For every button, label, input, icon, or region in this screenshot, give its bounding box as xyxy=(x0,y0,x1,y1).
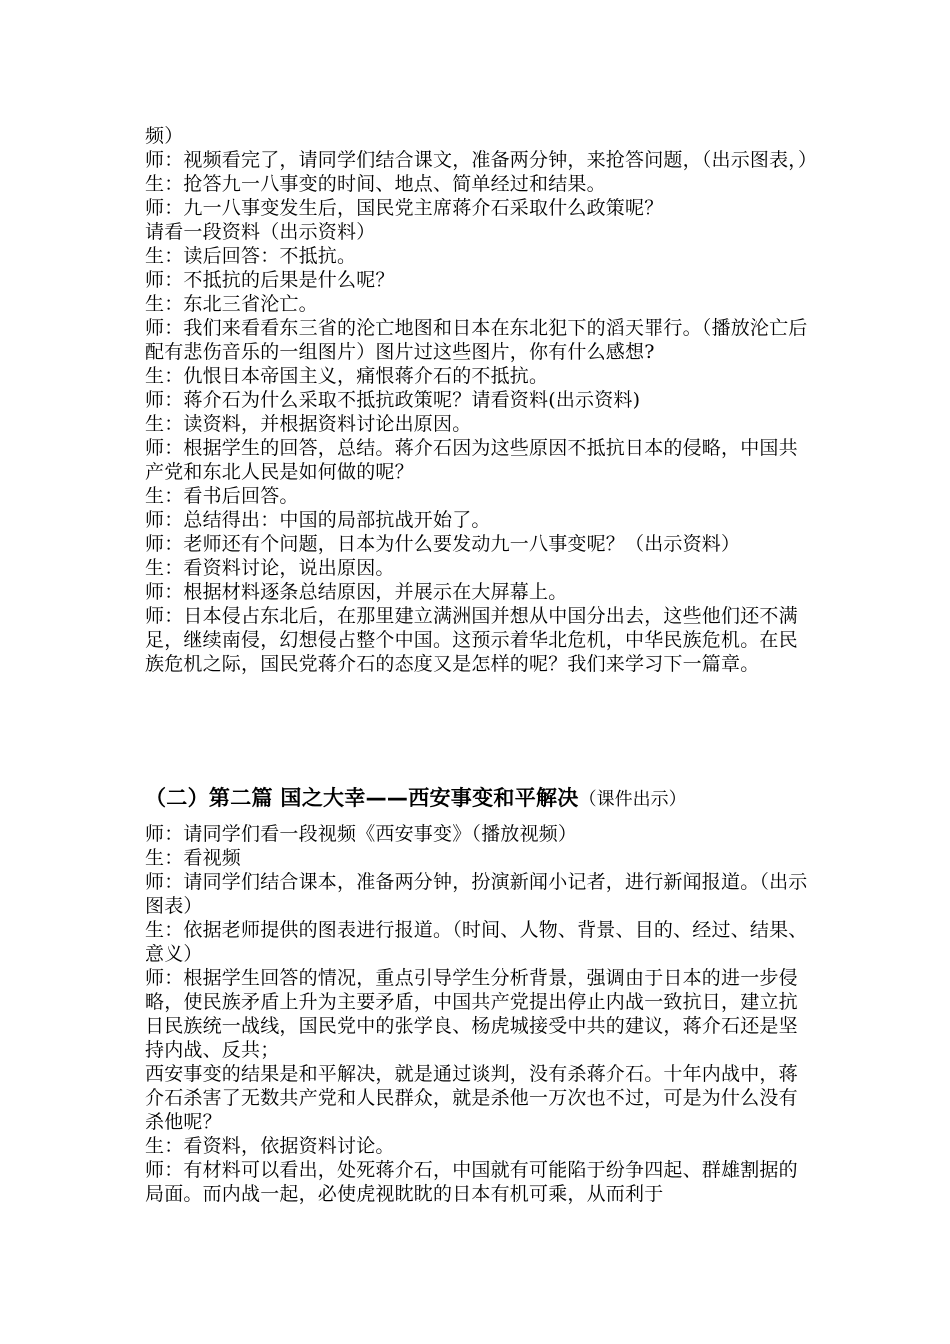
paragraph: 生：看资料，依据资料讨论。 xyxy=(145,1135,395,1157)
paragraph: 频） xyxy=(145,125,184,147)
paragraph: 生：仇恨日本帝国主义，痛恨蒋介石的不抵抗。 xyxy=(145,365,549,387)
paragraph: 师：请同学们看一段视频《西安事变》（播放视频） xyxy=(145,823,578,845)
paragraph: 师：视频看完了，请同学们结合课文，准备两分钟，来抢答问题，（出示图表，） xyxy=(145,149,818,171)
paragraph: 请看一段资料（出示资料） xyxy=(145,221,376,243)
lesson-section-1 xyxy=(145,124,818,676)
paragraph: 生：依据老师提供的图表进行报道。（时间、人物、背景、目的、经过、结果、意义） xyxy=(145,919,808,965)
section-heading-title: （二）第二篇 国之大幸——西安事变和平解决 xyxy=(145,786,579,810)
paragraph: 师：根据学生的回答，总结。蒋介石因为这些原因不抵抗日本的侵略，中国共产党和东北人民是如何做的呢？ xyxy=(145,437,798,483)
paragraph: 师：我们来看看东三省的沦亡地图和日本在东北犯下的滔天罪行。（播放沦亡后配有悲伤音乐的一组图片）图片过这些图片，你有什么感想? xyxy=(145,317,808,363)
paragraph: 生：看视频 xyxy=(145,847,242,869)
paragraph: 师：日本侵占东北后，在那里建立满洲国并想从中国分出去，这些他们还不满足，继续南侵，幻想侵占整个中国。这预示着华北危机，中华民族危机。在民族危机之际，国民党蒋介石的态度又是怎样的呢？我们来学习下一篇章。 xyxy=(145,605,798,675)
lesson-section-2 xyxy=(145,822,815,1206)
paragraph: 生：看书后回答。 xyxy=(145,485,299,507)
paragraph: 师：总结得出：中国的局部抗战开始了。 xyxy=(145,509,491,531)
paragraph: 西安事变的结果是和平解决，就是通过谈判，没有杀蒋介石。十年内战中，蒋介石杀害了无数共产党和人民群众，就是杀他一万次也不过，可是为什么没有杀他呢？ xyxy=(145,1063,798,1133)
paragraph: 师：蒋介石为什么采取不抵抗政策呢？请看资料(出示资料) xyxy=(145,389,641,411)
paragraph: 师：不抵抗的后果是什么呢？ xyxy=(145,269,395,291)
section-heading-note: （课件出示） xyxy=(578,789,687,810)
paragraph: 生：读后回答：不抵抗。 xyxy=(145,245,357,267)
paragraph: 师：根据材料逐条总结原因，并展示在大屏幕上。 xyxy=(145,581,568,603)
paragraph: 师：九一八事变发生后，国民党主席蒋介石采取什么政策呢？ xyxy=(145,197,664,219)
paragraph: 生：抢答九一八事变的时间、地点、简单经过和结果。 xyxy=(145,173,606,195)
paragraph: 生：东北三省沦亡。 xyxy=(145,293,318,315)
paragraph: 师：请同学们结合课本，准备两分钟，扮演新闻小记者，进行新闻报道。（出示图表） xyxy=(145,871,808,917)
section-heading xyxy=(145,782,815,812)
paragraph: 生：看资料讨论，说出原因。 xyxy=(145,557,395,579)
paragraph: 师：根据学生回答的情况，重点引导学生分析背景，强调由于日本的进一步侵略，使民族矛盾上升为主要矛盾，中国共产党提出停止内战一致抗日，建立抗日民族统一战线，国民党中的张学良、杨虎城接受中共的建议，蒋介石还是坚持内战、反共； xyxy=(145,967,798,1061)
paragraph: 师：有材料可以看出，处死蒋介石，中国就有可能陷于纷争四起、群雄割据的局面。而内战一起，必使虎视眈眈的日本有机可乘，从而利于 xyxy=(145,1159,798,1205)
paragraph: 师：老师还有个问题，日本为什么要发动九一八事变呢？（出示资料） xyxy=(145,533,741,555)
paragraph: 生：读资料，并根据资料讨论出原因。 xyxy=(145,413,472,435)
